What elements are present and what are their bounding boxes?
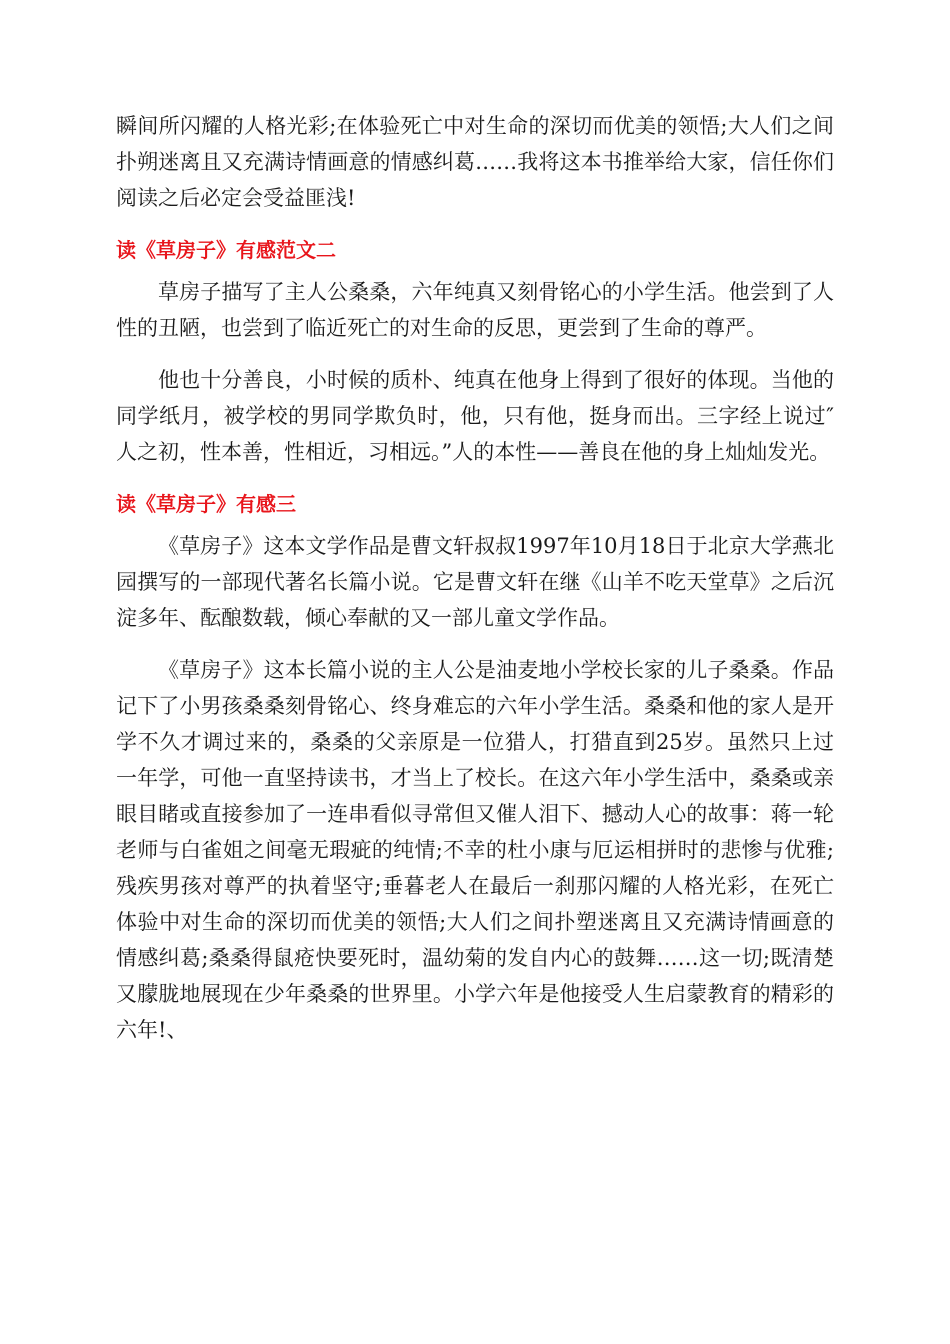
paragraph-s2-p1: 草房子描写了主人公桑桑，六年纯真又刻骨铭心的小学生活。他尝到了人性的丑陋，也尝到了临近死亡的对生命的反思，更尝到了生命的尊严。: [116, 280, 834, 340]
paragraph-intro-continuation: 瞬间所闪耀的人格光彩;在体验死亡中对生命的深切而优美的领悟;大人们之间扑朔迷离且又充满诗情画意的情感纠葛……我将这本书推举给大家，信任你们阅读之后必定会受益匪浅!: [116, 114, 834, 210]
paragraph-s2-p2: 他也十分善良，小时候的质朴、纯真在他身上得到了很好的体现。当他的同学纸月，被学校的男同学欺负时，他，只有他，挺身而出。三字经上说过″人之初，性本善，性相近，习相远。”人的本性——善良在他的身上灿灿发光。: [116, 368, 834, 464]
paragraph-s3-p1: 《草房子》这本文学作品是曹文轩叔叔1997年10月18日于北京大学燕北园撰写的一部现代著名长篇小说。它是曹文轩在继《山羊不吃天堂草》之后沉淀多年、酝酿数载，倾心奉献的又一部儿童文学作品。: [116, 534, 834, 630]
section-heading-2: 读《草房子》有感范文二: [116, 238, 336, 262]
paragraph-s3-p2: 《草房子》这本长篇小说的主人公是油麦地小学校长家的儿子桑桑。作品记下了小男孩桑桑刻骨铭心、终身难忘的六年小学生活。桑桑和他的家人是开学不久才调过来的，桑桑的父亲原是一位猎人，打猎直到25岁。虽然只上过一年学，可他一直坚持读书，才当上了校长。在这六年小学生活中，桑桑或亲眼目睹或直接参加了一连串看似寻常但又催人泪下、撼动人心的故事：蒋一轮老师与白雀姐之间毫无瑕疵的纯情;不幸的杜小康与厄运相拼时的悲惨与优雅;残疾男孩对尊严的执着坚守;垂暮老人在最后一刹那闪耀的人格光彩，在死亡体验中对生命的深切而优美的领悟;大人们之间扑塑迷离且又充满诗情画意的情感纠葛;桑桑得鼠疮快要死时，温幼菊的发自内心的鼓舞……这一切;既清楚又朦胧地展现在少年桑桑的世界里。小学六年是他接受人生启蒙教育的精彩的六年!、: [116, 658, 834, 1042]
section-heading-3: 读《草房子》有感三: [116, 492, 296, 516]
